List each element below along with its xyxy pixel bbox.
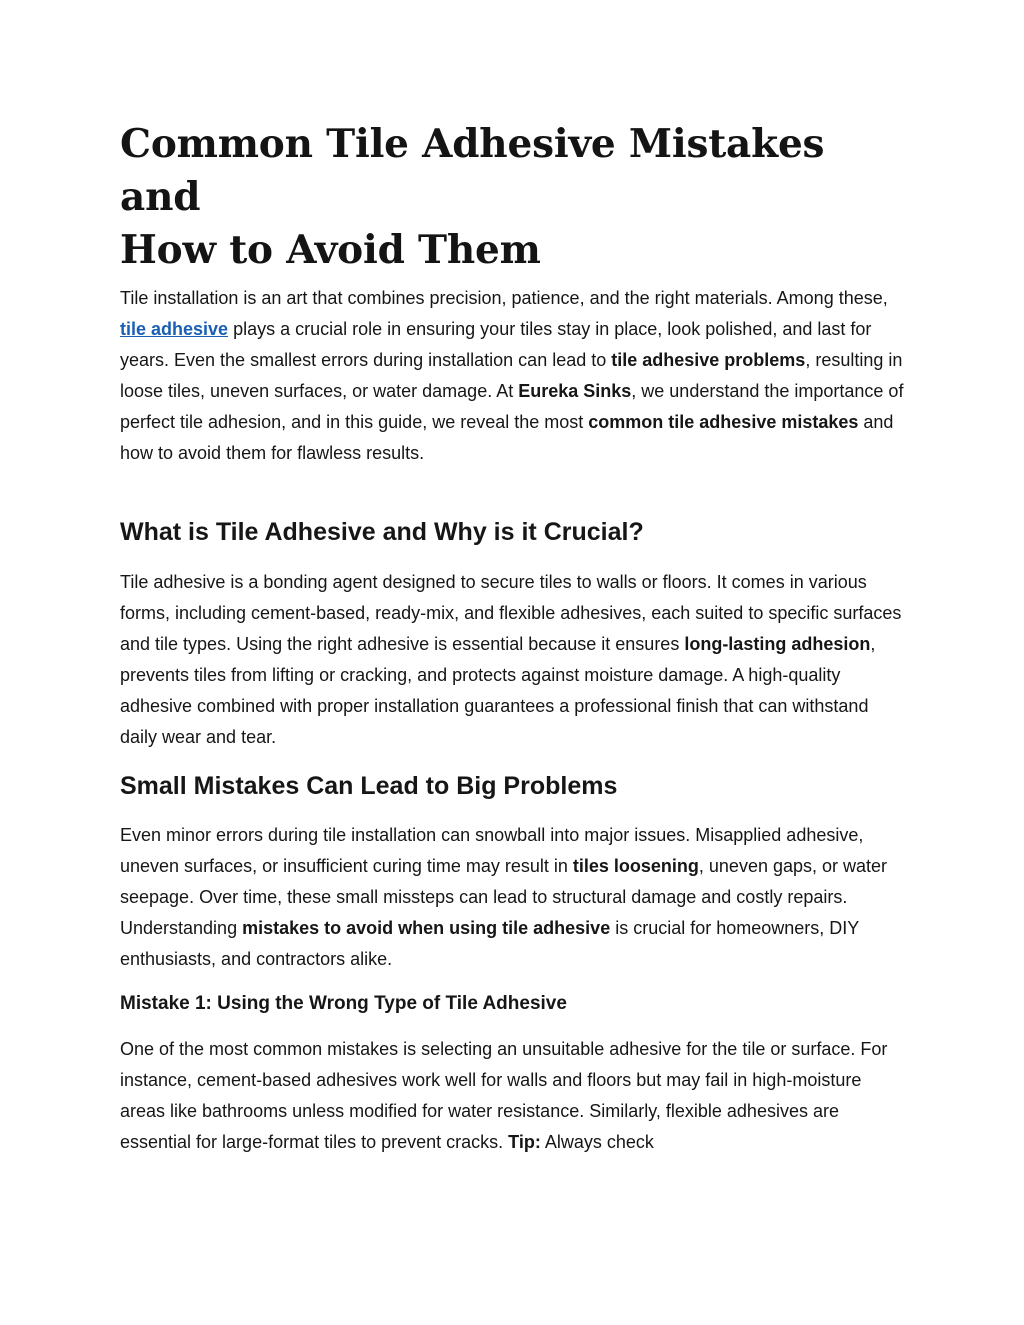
mistake1-text-1: One of the most common mistakes is selecting an unsuitable adhesive for the tile or surface. For instance, cement-based adhesives work well for walls and floors but may fail in high-moisture areas like bathrooms unless modified for water resistance. Similarly, flexible adhesives are essential for large-format tiles to prevent cracks. [120,1039,888,1152]
tile-adhesive-link[interactable]: tile adhesive [120,319,229,339]
section1-bold-1: long-lasting adhesion [684,634,871,654]
article-title [120,118,910,277]
section2-bold-2: mistakes to avoid when using tile adhesive [242,918,611,938]
mistake1-text-2: Always check [540,1132,654,1152]
intro-paragraph [120,283,910,469]
intro-text-4: , we understand the importance of perfect tile adhesion, and in this guide, we reveal the most [120,381,904,432]
section2-text-1: Even minor errors during tile installation can snowball into major issues. Misapplied adhesive, uneven surfaces, or insufficient curing time may result in [120,825,864,876]
section1-text-1: Tile adhesive is a bonding agent designed to secure tiles to walls or floors. It comes in various forms, including cement-based, ready-mix, and flexible adhesives, each suited to specific surfaces and tile types. Using the right adhesive is essential because it ensures [120,572,902,654]
section1-text-2: , prevents tiles from lifting or cracking, and protects against moisture damage. A high-quality adhesive combined with proper installation guarantees a professional finish that can withstand daily wear and tear. [120,634,876,747]
title-line-2: How to Avoid Them [120,227,541,273]
section2-text-2: , uneven gaps, or water seepage. Over time, these small missteps can lead to structural damage and costly repairs. Understanding [120,856,888,938]
mistake1-paragraph [120,1034,910,1158]
mistake1-heading: Mistake 1: Using the Wrong Type of Tile Adhesive [120,993,567,1014]
section1-paragraph [120,567,910,753]
intro-text-1: Tile installation is an art that combines precision, patience, and the right materials. Among these, [120,288,888,308]
section2-bold-1: tiles loosening [572,856,699,876]
section-heading-what-is: What is Tile Adhesive and Why is it Crucial? [120,518,644,546]
intro-text-2: plays a crucial role in ensuring your tiles stay in place, look polished, and last for years. Even the smallest errors during installation can lead to [120,319,872,370]
section2-paragraph [120,820,910,975]
intro-bold-1: tile adhesive problems [611,350,806,370]
intro-text-3: , resulting in loose tiles, uneven surfaces, or water damage. At [120,350,903,401]
intro-bold-2: Eureka Sinks [518,381,632,401]
mistake1-tip-label: Tip: [508,1132,541,1152]
title-line-1: Common Tile Adhesive Mistakes and [120,121,825,220]
intro-bold-3: common tile adhesive mistakes [588,412,859,432]
intro-text-5: and how to avoid them for flawless results. [120,412,894,463]
section2-text-3: is crucial for homeowners, DIY enthusiasts, and contractors alike. [120,918,859,969]
section-heading-small-mistakes: Small Mistakes Can Lead to Big Problems [120,772,618,800]
